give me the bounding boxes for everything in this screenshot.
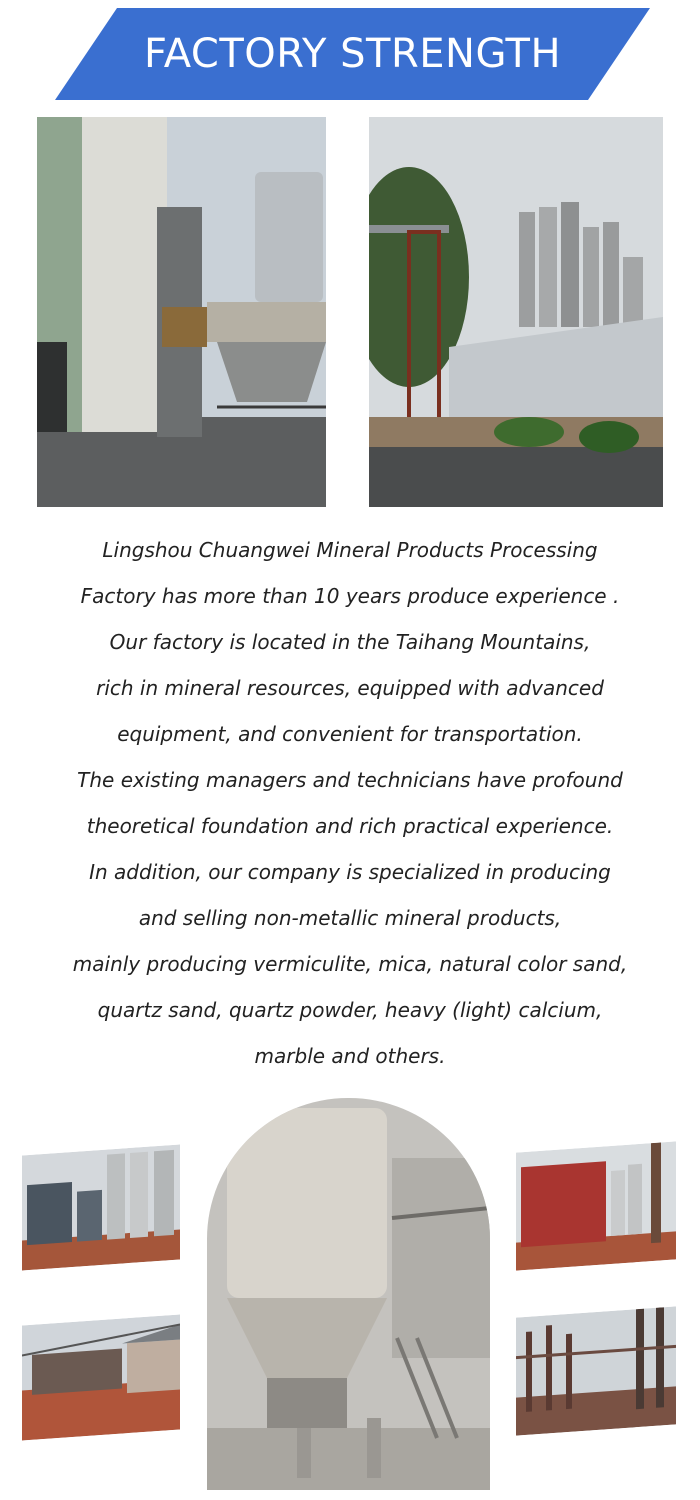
description-line: Lingshou Chuangwei Mineral Products Processing xyxy=(102,538,598,562)
description-line: Factory has more than 10 years produce experience . xyxy=(80,584,620,608)
photo-large-silo xyxy=(207,1098,490,1490)
photo-storage-tanks xyxy=(22,1144,180,1270)
photo-factory-building xyxy=(37,117,326,507)
description-line: marble and others. xyxy=(254,1044,446,1068)
description-line: theoretical foundation and rich practical experience. xyxy=(86,814,614,838)
banner-title: FACTORY STRENGTH xyxy=(143,31,562,77)
description-line: The existing managers and technicians have profound xyxy=(77,768,623,792)
photo-silo-cluster xyxy=(369,117,663,507)
title-banner xyxy=(55,8,650,100)
description-line: quartz sand, quartz powder, heavy (light) calcium, xyxy=(97,998,603,1022)
factory-description xyxy=(10,527,690,1079)
description-line: equipment, and convenient for transportation. xyxy=(117,722,583,746)
description-line: In addition, our company is specialized in producing xyxy=(89,860,611,884)
description-line: and selling non-metallic mineral products, xyxy=(138,906,562,930)
description-line: mainly producing vermiculite, mica, natural color sand, xyxy=(72,952,628,976)
photo-steel-structures xyxy=(516,1306,676,1435)
description-line: Our factory is located in the Taihang Mountains, xyxy=(109,630,591,654)
photo-red-storage-tank xyxy=(516,1141,676,1270)
photo-factory-yard xyxy=(22,1314,180,1440)
description-line: rich in mineral resources, equipped with advanced xyxy=(96,676,604,700)
